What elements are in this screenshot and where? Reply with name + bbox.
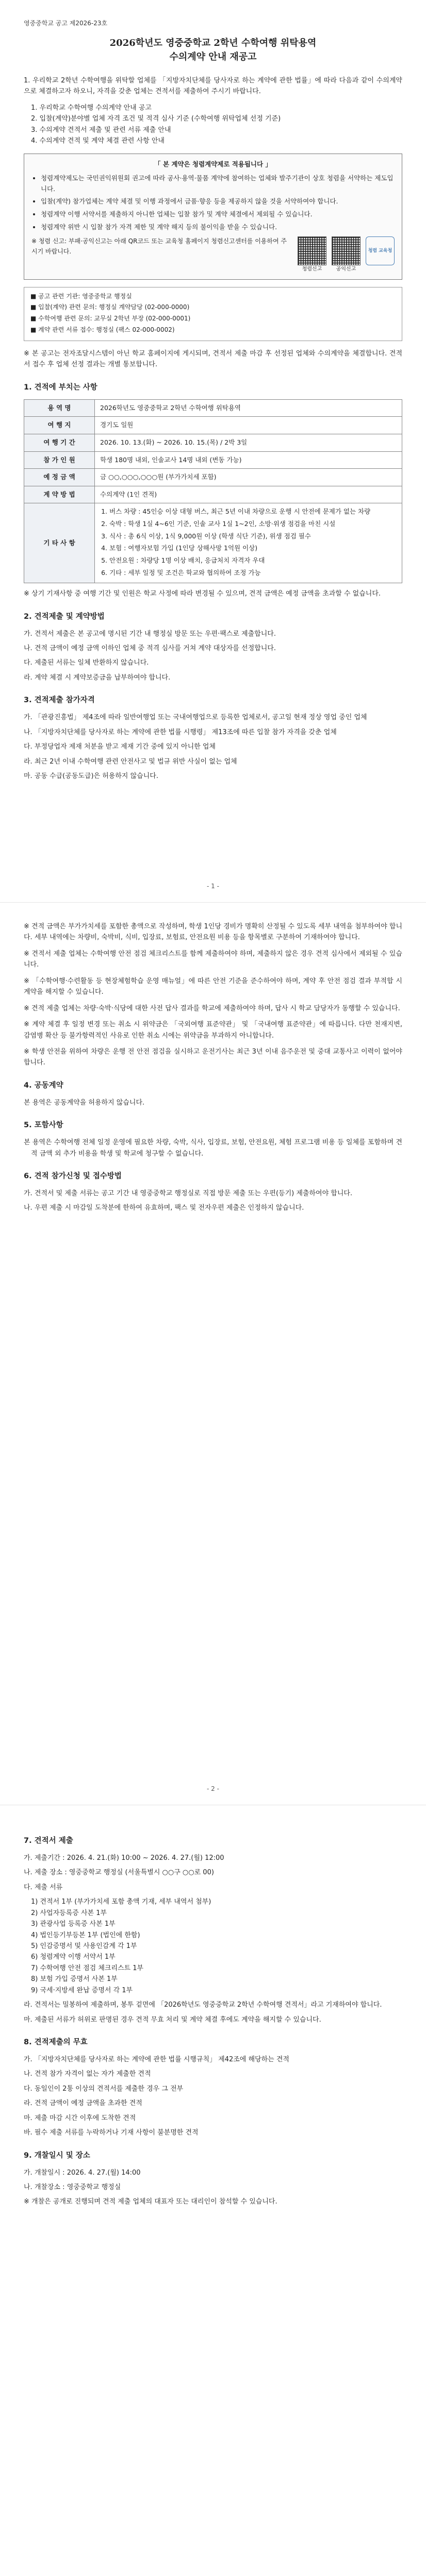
section-title: 1. 견적에 부치는 사항 bbox=[24, 383, 97, 392]
notice-item: • 청렴계약 위반 시 입찰 참가 자격 제한 및 계약 해지 등의 불이익을 받을 수 있습니다. bbox=[41, 222, 395, 233]
intro-item: 1. 우리학교 수학여행 수의계약 안내 공고 bbox=[31, 104, 152, 112]
qr-label: 청렴신고 bbox=[302, 266, 322, 273]
sub-item: 1) 견적서 1부 (부가가치세 포함 총액 기재, 세부 내역서 첨부) bbox=[31, 1898, 211, 1906]
intro-item: 4. 수의계약 견적 및 계약 체결 관련 사항 안내 bbox=[31, 137, 165, 145]
doc-meta: 영중중학교 공고 제2026-23호 bbox=[24, 20, 108, 27]
bullet-item: 가. 견적서 및 제출 서류는 공고 기간 내 영중중학교 행정실로 직접 방문 제출 또는 우편(등기) 제출하여야 합니다. bbox=[24, 1189, 353, 1197]
sub-item: 5) 인감증명서 및 사용인감계 각 1부 bbox=[31, 1942, 137, 1950]
intro-list bbox=[24, 103, 402, 147]
bullet-item: ※ 개찰은 공개로 진행되며 견적 제출 업체의 대표자 또는 대리인이 참석할 수 있습니다. bbox=[24, 2198, 277, 2206]
bullet-item: 나. 제출 장소 : 영중중학교 행정실 (서울특별시 ○○구 ○○로 00) bbox=[24, 1869, 214, 1877]
table-header-cell: 여 행 지 bbox=[24, 417, 95, 434]
qr-block[interactable] bbox=[332, 236, 361, 274]
table-row bbox=[24, 399, 402, 417]
notice-item: • 청렴계약제도는 국민권익위원회 권고에 따라 공사·용역·물품 계약에 참여하는 업체와 발주기관이 상호 청렴을 서약하는 제도입니다. bbox=[41, 173, 395, 194]
page-3 bbox=[0, 1805, 426, 2576]
bullet-item: 다. 제출 서류 bbox=[24, 1883, 63, 1891]
table-row bbox=[24, 486, 402, 503]
sub-item: 3) 관광사업 등록증 사본 1부 bbox=[31, 1920, 116, 1928]
table-row bbox=[24, 469, 402, 486]
table-header-cell: 용 역 명 bbox=[24, 399, 95, 417]
bullet-item: 가. 개찰일시 : 2026. 4. 27.(월) 14:00 bbox=[24, 2168, 141, 2177]
table-header-cell: 예 정 금 액 bbox=[24, 469, 95, 486]
notice-item: • 입찰(계약) 참가업체는 계약 체결 및 이행 과정에서 금품·향응 등을 제공하지 않을 것을 서약하여야 합니다. bbox=[41, 196, 395, 207]
table-row bbox=[24, 503, 402, 583]
bullet-item: 본 용역은 수학여행 전체 일정 운영에 필요한 차량, 숙박, 식사, 입장료, 보험, 안전요원, 체험 프로그램 비용 등 일체를 포함하며 견적 금액 외 추가 비용을 학생 및 학교에 청구할 수 없습니다. bbox=[24, 1139, 402, 1158]
qr-text: ※ 청렴 신고: 부패·공익신고는 아래 QR코드 또는 교육청 홈페이지 청렴신고센터를 이용하여 주시기 바랍니다. bbox=[31, 238, 287, 255]
etc-item: 5. 안전요원 : 차량당 1명 이상 배치, 응급처치 자격자 우대 bbox=[109, 555, 397, 566]
sub-item: 9) 국세·지방세 완납 증명서 각 1부 bbox=[31, 1986, 133, 1994]
bullet-item: 바. 필수 제출 서류를 누락하거나 기재 사항이 불분명한 견적 bbox=[24, 2129, 199, 2137]
contact-line: ■ 계약 관련 서류 접수: 행정실 (팩스 02-000-0002) bbox=[30, 326, 175, 334]
sub-list bbox=[31, 1896, 402, 1996]
section-title: 3. 견적제출 참가자격 bbox=[24, 696, 95, 705]
contact-box bbox=[24, 287, 402, 341]
table-header-cell: 참 가 인 원 bbox=[24, 451, 95, 469]
table-row bbox=[24, 434, 402, 451]
bullet-item: 가. 제출기간 : 2026. 4. 21.(화) 10:00 ~ 2026. 4. 27.(월) 12:00 bbox=[24, 1854, 224, 1862]
notice-title: 「 본 계약은 청렴계약제로 적용됩니다 」 bbox=[154, 160, 272, 168]
intro-paragraph: 1. 우리학교 2학년 수학여행을 위탁할 업체를 「지방자치단체를 당사자로 하는 계약에 관한 법률」에 따라 다음과 같이 수의계약으로 체결하고자 하오니, 자격을 갖춘 업체는 견적서를 제출하여 주시기 바랍니다. bbox=[24, 76, 402, 96]
note-paragraph: ※ 견적서 제출 업체는 수학여행 안전 점검 체크리스트를 함께 제출하여야 하며, 제출하지 않은 경우 견적 심사에서 제외될 수 있습니다. bbox=[24, 950, 402, 969]
section-title: 2. 견적제출 및 계약방법 bbox=[24, 612, 105, 621]
sub-item: 6) 청렴계약 이행 서약서 1부 bbox=[31, 1953, 116, 1961]
etc-item: 3. 식사 : 총 6식 이상, 1식 9,000원 이상 (학생 식단 기준), 위생 점검 필수 bbox=[109, 531, 397, 542]
bullet-item: 다. 제출된 서류는 일체 반환하지 않습니다. bbox=[24, 659, 149, 667]
bullet-item: 나. 개찰장소 : 영중중학교 행정실 bbox=[24, 2183, 121, 2191]
bullet-item: 마. 제출 마감 시간 이후에 도착한 견적 bbox=[24, 2114, 136, 2122]
section-title: 9. 개찰일시 및 장소 bbox=[24, 2151, 90, 2160]
table-cell: 경기도 일원 bbox=[95, 417, 402, 434]
sub-item: 2) 사업자등록증 사본 1부 bbox=[31, 1909, 107, 1917]
table-cell: 2026학년도 영중중학교 2학년 수학여행 위탁용역 bbox=[95, 399, 402, 417]
bullet-item: 가. 「관광진흥법」 제4조에 따라 일반여행업 또는 국내여행업으로 등록한 업체로서, 공고일 현재 정상 영업 중인 업체 bbox=[24, 714, 367, 722]
table-cell: 학생 180명 내외, 인솔교사 14명 내외 (변동 가능) bbox=[95, 451, 402, 469]
note-paragraph: ※ 학생 안전을 위하여 차량은 운행 전 안전 점검을 실시하고 운전기사는 최근 3년 이내 음주운전 및 중대 교통사고 이력이 없어야 합니다. bbox=[24, 1047, 402, 1067]
note-paragraph: ※ 견적 금액은 부가가치세를 포함한 총액으로 작성하며, 학생 1인당 경비가 명확히 산정될 수 있도록 세부 내역을 첨부하여야 합니다. 세부 내역에는 차량비, 숙박비, 식비, 입장료, 보험료, 안전요원 비용 등을 항목별로 구분하여 기재하여야 합니다. bbox=[24, 923, 403, 942]
intro-item: 3. 수의계약 견적서 제출 및 관련 서류 제출 안내 bbox=[31, 126, 171, 134]
qr-codes bbox=[298, 236, 395, 274]
bullet-item: 라. 견적 금액이 예정 금액을 초과한 견적 bbox=[24, 2099, 142, 2108]
qr-row bbox=[31, 236, 395, 274]
qr-code-icon[interactable] bbox=[298, 236, 326, 265]
etc-item: 2. 숙박 : 학생 1실 4~6인 기준, 인솔 교사 1실 1~2인, 소방·위생 점검을 마친 시설 bbox=[109, 519, 397, 530]
page-number: - 2 - bbox=[207, 1785, 219, 1793]
contact-line: ■ 입찰(계약) 관련 문의: 행정실 계약담당 (02-000-0000) bbox=[30, 303, 190, 311]
bullet-item: 가. 견적서 제출은 본 공고에 명시된 기간 내 행정실 방문 또는 우편·팩스로 제출합니다. bbox=[24, 630, 276, 638]
bullet-item: 다. 부정당업자 제재 처분을 받고 제재 기간 중에 있지 아니한 업체 bbox=[24, 743, 216, 751]
section-title: 5. 포함사항 bbox=[24, 1121, 63, 1130]
bullet-item: 나. 견적 금액이 예정 금액 이하인 업체 중 적격 심사를 거쳐 계약 대상자를 선정합니다. bbox=[24, 644, 276, 652]
sub-item: 4) 법인등기부등본 1부 (법인에 한함) bbox=[31, 1931, 140, 1939]
bullet-item: 나. 「지방자치단체를 당사자로 하는 계약에 관한 법률 시행령」 제13조에 따른 입찰 참가 자격을 갖춘 업체 bbox=[24, 728, 337, 736]
table-cell: 금 ○○,○○○,○○○원 (부가가치세 포함) bbox=[95, 469, 402, 486]
section-title: 6. 견적 참가신청 및 접수방법 bbox=[24, 1172, 122, 1180]
table-cell: 2026. 10. 13.(화) ~ 2026. 10. 15.(목) / 2박 3일 bbox=[95, 434, 402, 451]
section-title: 7. 견적서 제출 bbox=[24, 1837, 73, 1845]
doc-title-line1: 2026학년도 영중중학교 2학년 수학여행 위탁용역 bbox=[109, 37, 317, 48]
page-2 bbox=[0, 903, 426, 1805]
spec-table bbox=[24, 399, 402, 584]
qr-label: 공익신고 bbox=[336, 266, 356, 273]
etc-item: 4. 보험 : 여행자보험 가입 (1인당 상해사망 1억원 이상) bbox=[109, 543, 397, 554]
bullet-item: 라. 계약 체결 시 계약보증금을 납부하여야 합니다. bbox=[24, 673, 171, 682]
table-row bbox=[24, 451, 402, 469]
note-paragraph: ※ 견적 제출 업체는 차량·숙박·식당에 대한 사전 답사 결과를 학교에 제출하여야 하며, 답사 시 학교 담당자가 동행할 수 있습니다. bbox=[24, 1004, 400, 1012]
etc-item: 6. 기타 : 세부 일정 및 조건은 학교와 협의하여 조정 가능 bbox=[109, 568, 397, 579]
bullet-item: 다. 동일인이 2통 이상의 견적서를 제출한 경우 그 전부 bbox=[24, 2084, 184, 2093]
bullet-item: 라. 견적서는 밀봉하여 제출하며, 봉투 겉면에 「2026학년도 영중중학교 2학년 수학여행 견적서」라고 기재하여야 합니다. bbox=[24, 2001, 382, 2009]
bullet-item: 나. 우편 제출 시 마감일 도착분에 한하여 유효하며, 팩스 및 전자우편 제출은 인정하지 않습니다. bbox=[24, 1204, 304, 1212]
bullet-item: 가. 「지방자치단체를 당사자로 하는 계약에 관한 법률 시행규칙」 제42조에 해당하는 견적 bbox=[24, 2055, 289, 2063]
sub-item: 7) 수학여행 안전 점검 체크리스트 1부 bbox=[31, 1964, 144, 1972]
notice-item: • 청렴계약 이행 서약서를 제출하지 아니한 업체는 입찰 참가 및 계약 체결에서 제외될 수 있습니다. bbox=[41, 209, 395, 220]
page-number: - 1 - bbox=[207, 883, 219, 890]
section-title: 4. 공동계약 bbox=[24, 1081, 63, 1090]
office-logo: 청렴 교육청 bbox=[366, 236, 395, 265]
bullet-item: 마. 제출된 서류가 허위로 판명된 경우 견적 무효 처리 및 계약 체결 후에도 계약을 해지할 수 있습니다. bbox=[24, 2015, 321, 2024]
page-1 bbox=[0, 0, 426, 903]
bullet-item: 본 용역은 공동계약을 허용하지 않습니다. bbox=[24, 1098, 145, 1107]
table-cell: 수의계약 (1인 견적) bbox=[95, 486, 402, 503]
qr-code-icon[interactable] bbox=[332, 236, 361, 265]
etc-item: 1. 버스 차량 : 45인승 이상 대형 버스, 최근 5년 이내 차량으로 운행 시 안전에 문제가 없는 차량 bbox=[109, 506, 397, 517]
table-header-cell: 기 타 사 항 bbox=[24, 503, 95, 583]
table-row bbox=[24, 417, 402, 434]
bullet-item: 라. 최근 2년 이내 수학여행 관련 안전사고 및 법규 위반 사실이 없는 업체 bbox=[24, 757, 237, 766]
doc-title-line2: 수의계약 안내 재공고 bbox=[169, 51, 257, 62]
note-paragraph: ※ 본 공고는 전자조달시스템이 아닌 학교 홈페이지에 게시되며, 견적서 제출 마감 후 선정된 업체와 수의계약을 체결합니다. 견적서 접수 후 업체 선정 결과는 개별 통보합니다. bbox=[24, 349, 402, 369]
bullet-item: 마. 공동 수급(공동도급)은 허용하지 않습니다. bbox=[24, 772, 158, 780]
section-title: 8. 견적제출의 무효 bbox=[24, 2038, 88, 2047]
contact-line: ■ 수학여행 관련 문의: 교무실 2학년 부장 (02-000-0001) bbox=[30, 315, 191, 323]
contact-line: ■ 공고 관련 기관: 영중중학교 행정실 bbox=[30, 292, 132, 300]
note-paragraph: ※ 계약 체결 후 일정 변경 또는 취소 시 위약금은 「국외여행 표준약관」 및 「국내여행 표준약관」에 따릅니다. 다만 천재지변, 감염병 확산 등 불가항력적인 사유로 인한 취소 시에는 위약금을 부과하지 아니합니다. bbox=[24, 1021, 402, 1040]
table-header-cell: 계 약 방 법 bbox=[24, 486, 95, 503]
bullet-item: 나. 견적 참가 자격이 없는 자가 제출한 견적 bbox=[24, 2070, 151, 2078]
qr-block[interactable] bbox=[298, 236, 326, 274]
table-header-cell: 여 행 기 간 bbox=[24, 434, 95, 451]
notice-list bbox=[31, 173, 395, 232]
etc-list bbox=[100, 506, 397, 578]
table-cell bbox=[95, 503, 402, 583]
integrity-notice-box bbox=[24, 154, 402, 279]
note-paragraph: ※ 상기 기재사항 중 여행 기간 및 인원은 학교 사정에 따라 변경될 수 있으며, 견적 금액은 예정 금액을 초과할 수 없습니다. bbox=[24, 590, 381, 598]
doc-title bbox=[24, 36, 402, 64]
sub-item: 8) 보험 가입 증명서 사본 1부 bbox=[31, 1975, 118, 1984]
note-paragraph: ※ 「수학여행·수련활동 등 현장체험학습 운영 매뉴얼」에 따른 안전 기준을 준수하여야 하며, 계약 후 안전 점검 결과 부적합 시 계약을 해지할 수 있습니다. bbox=[24, 977, 402, 996]
intro-item: 2. 입찰(계약)분야별 업체 자격 조건 및 적격 심사 기준 (수학여행 위탁업체 선정 기준) bbox=[31, 115, 281, 123]
